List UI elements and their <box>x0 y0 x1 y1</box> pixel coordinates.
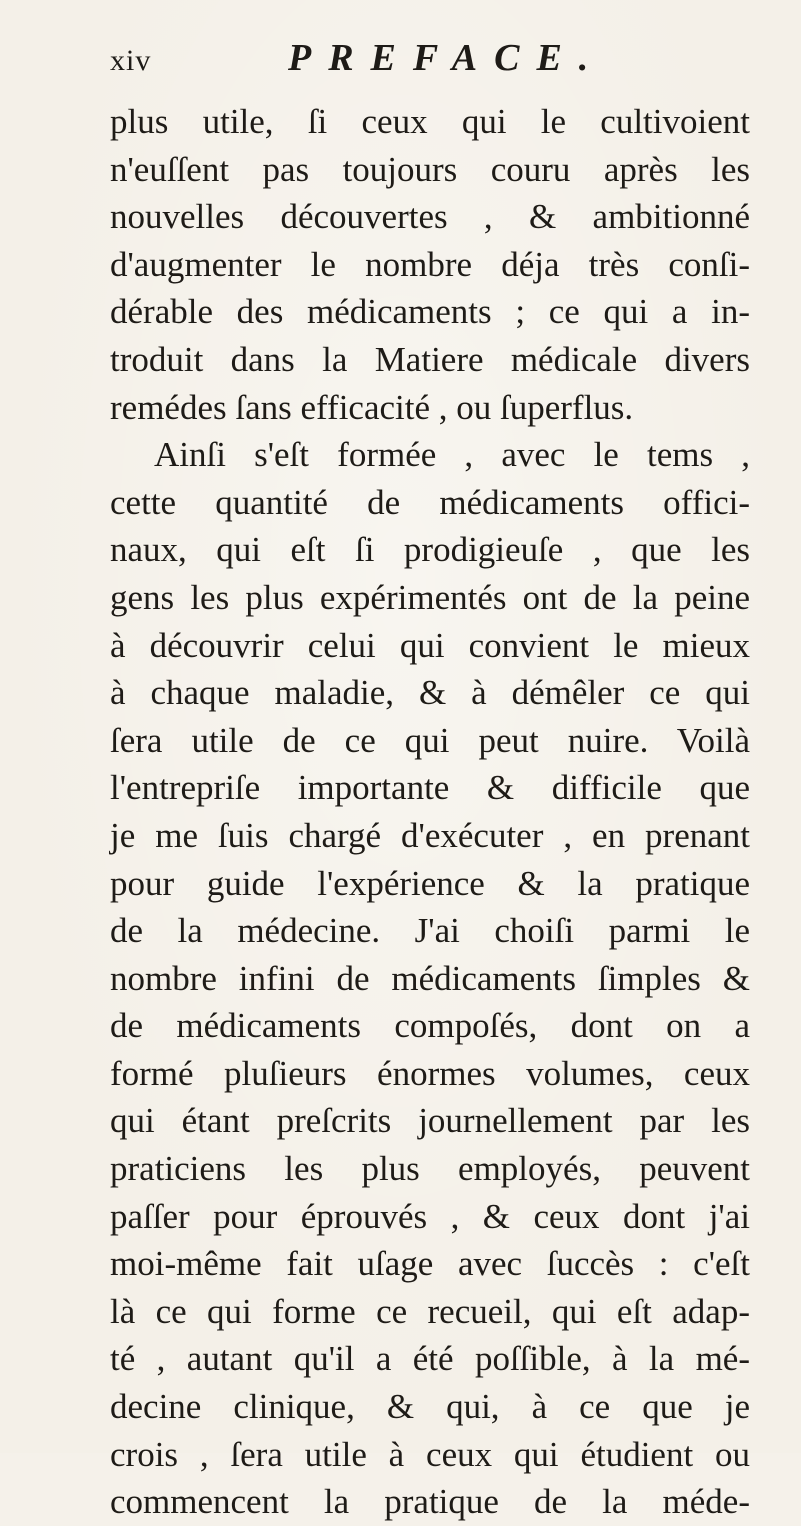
text-line: n'euſſent pas toujours couru après les <box>110 149 750 189</box>
text-line: plus utile, ſi ceux qui le cultivoient <box>110 102 750 141</box>
paragraph-start-line: Ainſi s'eſt formée , avec le tems , <box>154 435 750 475</box>
text-line: pour guide l'expérience & la pratique <box>110 863 750 903</box>
text-line: de la médecine. J'ai choiſi parmi le <box>110 911 750 951</box>
text-line: gens les plus expérimentés ont de la peine <box>110 577 750 617</box>
text-line: troduit dans la Matiere médicale divers <box>110 339 750 379</box>
text-line: decine clinique, & qui, à ce que je <box>110 1387 750 1427</box>
text-line: moi-même fait uſage avec ſuccès : c'eſt <box>110 1244 750 1284</box>
text-line: d'augmenter le nombre déja très conſi- <box>110 244 750 284</box>
text-line: l'entrepriſe importante & difficile que <box>110 768 750 808</box>
text-line: cette quantité de médicaments offici- <box>110 482 750 522</box>
text-line: formé pluſieurs énormes volumes, ceux <box>110 1053 750 1093</box>
text-line: ſera utile de ce qui peut nuire. Voilà <box>110 720 750 760</box>
text-line: paſſer pour éprouvés , & ceux dont j'ai <box>110 1196 750 1236</box>
text-line: qui étant preſcrits journellement par les <box>110 1101 750 1141</box>
text-line: là ce qui forme ce recueil, qui eſt adap- <box>110 1291 750 1331</box>
text-line: je me ſuis chargé d'exécuter , en prenant <box>110 815 750 855</box>
text-line: nouvelles découvertes , & ambitionné <box>110 197 750 237</box>
body-text <box>110 98 750 1526</box>
text-line: naux, qui eſt ſi prodigieuſe , que les <box>110 530 750 570</box>
text-line: commencent la pratique de la méde- <box>110 1482 750 1522</box>
text-line: remédes ſans efficacité , ou ſuperflus. <box>110 387 634 427</box>
page-number: xiv <box>110 44 152 77</box>
text-line: de médicaments compoſés, dont on a <box>110 1006 750 1046</box>
text-line: praticiens les plus employés, peuvent <box>110 1149 750 1189</box>
text-line: nombre infini de médicaments ſimples & <box>110 958 750 998</box>
text-line: à chaque maladie, & à démêler ce qui <box>110 673 750 713</box>
text-line: dérable des médicaments ; ce qui a in- <box>110 292 750 332</box>
text-line: té , autant qu'il a été poſſible, à la mé- <box>110 1339 750 1379</box>
header-title: PREFACE. <box>288 37 606 79</box>
text-line: à découvrir celui qui convient le mieux <box>110 625 750 665</box>
running-head <box>110 36 750 88</box>
text-line: crois , ſera utile à ceux qui étudient ou <box>110 1434 750 1474</box>
